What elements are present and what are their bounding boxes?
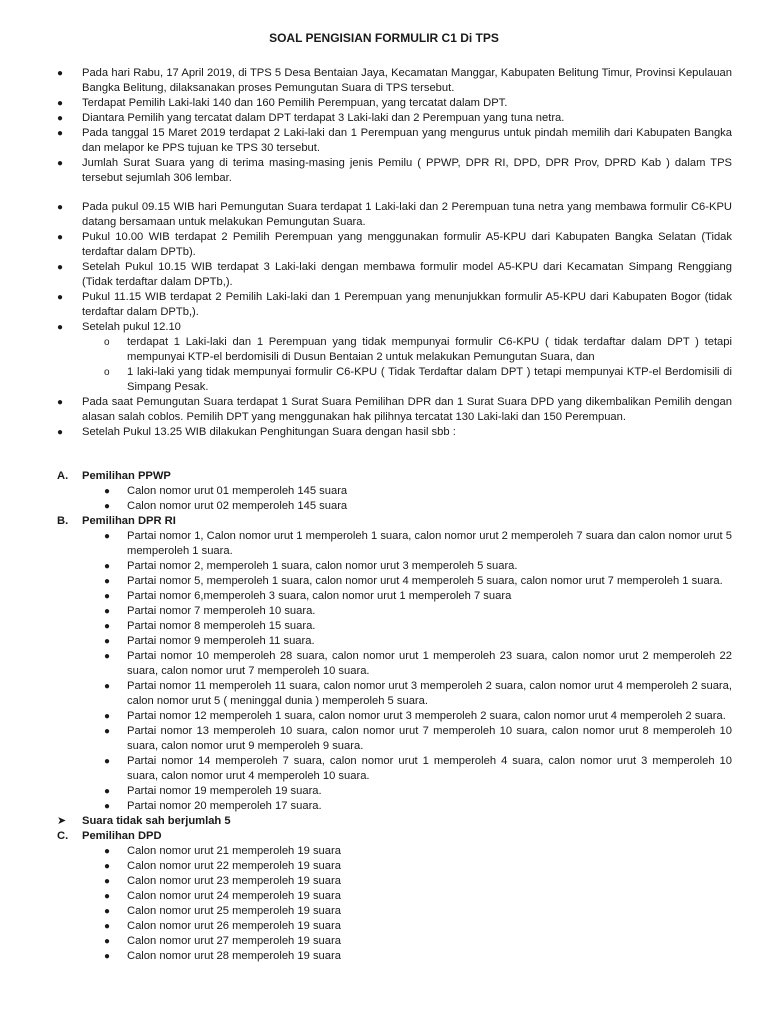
intro-list bbox=[0, 66, 768, 186]
list-item: ● Partai nomor 7 memperoleh 10 suara. bbox=[104, 605, 316, 617]
bullet-icon: ● bbox=[104, 501, 111, 512]
list-item: ● Partai nomor 5, memperoleh 1 suara, calon nomor urut 4 memperoleh 5 suara, calon nomor urut 7 memperoleh 1 suara. bbox=[104, 575, 723, 587]
list-item: ● Calon nomor urut 01 memperoleh 145 suara bbox=[104, 485, 348, 497]
bullet-icon: ● bbox=[57, 397, 64, 408]
bullet-icon: ● bbox=[104, 636, 111, 647]
list-item: ● Partai nomor 10 memperoleh 28 suara, calon nomor urut 1 memperoleh 23 suara, calon nomor urut 2 memperoleh 22 suara, calon nomor urut 7 memperoleh 10 suara. bbox=[104, 650, 732, 677]
list-item: ● Partai nomor 8 memperoleh 15 suara. bbox=[104, 620, 316, 632]
circle-bullet-icon: o bbox=[104, 367, 110, 378]
list-item: ● Terdapat Pemilih Laki-laki 140 dan 160 Pemilih Perempuan, yang tercatat dalam DPT. bbox=[57, 97, 508, 109]
list-item: ● Pukul 10.00 WIB terdapat 2 Pemilih Perempuan yang menggunakan formulir A5-KPU dari Kabupaten Bangka Selatan (Tidak terdaftar dalam DPTb). bbox=[57, 231, 732, 258]
bullet-icon: ● bbox=[104, 606, 111, 617]
bullet-icon: ● bbox=[104, 711, 111, 722]
bullet-icon: ● bbox=[104, 786, 111, 797]
list-item: ● Pada hari Rabu, 17 April 2019, di TPS 5 Desa Bentaian Jaya, Kecamatan Manggar, Kabupaten Belitung Timur, Provinsi Kepulauan Bangka Belitung, dilaksanakan proses Pemungutan Suara di TPS tersebut. bbox=[57, 67, 732, 94]
list-item: ● Calon nomor urut 23 memperoleh 19 suara bbox=[104, 875, 341, 887]
list-item: ● Calon nomor urut 22 memperoleh 19 suara bbox=[104, 860, 341, 872]
list-item: ● Partai nomor 13 memperoleh 10 suara, calon nomor urut 7 memperoleh 10 suara, calon nomor urut 8 memperoleh 10 suara, calon nomor urut 9 memperoleh 9 suara. bbox=[104, 725, 732, 752]
document-title: SOAL PENGISIAN FORMULIR C1 Di TPS bbox=[269, 31, 499, 45]
bullet-icon: ● bbox=[104, 846, 111, 857]
list-item: ● Calon nomor urut 25 memperoleh 19 suara bbox=[104, 905, 341, 917]
list-item: ● Calon nomor urut 21 memperoleh 19 suara bbox=[104, 845, 341, 857]
results-section bbox=[0, 469, 768, 964]
list-item: ● Jumlah Surat Suara yang di terima masing-masing jenis Pemilu ( PPWP, DPR RI, DPD, DPR Prov, DPRD Kab ) dalam TPS tersebut sejumlah 306 lembar. bbox=[57, 157, 732, 184]
bullet-icon: ● bbox=[104, 756, 111, 767]
bullet-icon: ● bbox=[57, 322, 64, 333]
list-item: ● Partai nomor 14 memperoleh 7 suara, calon nomor urut 1 memperoleh 4 suara, calon nomor urut 3 memperoleh 10 suara, calon nomor urut 4 memperoleh 10 suara. bbox=[104, 755, 732, 782]
list-item: ● Partai nomor 20 memperoleh 17 suara. bbox=[104, 800, 322, 812]
list-item: ● Partai nomor 9 memperoleh 11 suara. bbox=[104, 635, 315, 647]
list-item: ● Setelah pukul 12.10 bbox=[57, 321, 181, 333]
list-item: ● Partai nomor 2, memperoleh 1 suara, calon nomor urut 3 memperoleh 5 suara. bbox=[104, 560, 518, 572]
bullet-icon: ● bbox=[104, 951, 111, 962]
events-list bbox=[0, 200, 768, 440]
list-item: ● Setelah Pukul 10.15 WIB terdapat 3 Laki-laki dengan membawa formulir model A5-KPU dari Kecamatan Simpang Renggiang (Tidak terdaftar dalam DPTb,). bbox=[57, 261, 732, 288]
bullet-icon: ● bbox=[104, 621, 111, 632]
bullet-icon: ● bbox=[104, 591, 111, 602]
bullet-icon: ● bbox=[104, 726, 111, 737]
list-item: ● Pada saat Pemungutan Suara terdapat 1 Surat Suara Pemilihan DPR dan 1 Surat Suara DPD yang dikembalikan Pemilih dengan alasan salah coblos. Pemilih DPT yang menggunakan hak pilihnya tercatat 130 Laki-laki dan 150 Perempuan. bbox=[57, 396, 732, 423]
bullet-icon: ● bbox=[104, 861, 111, 872]
bullet-icon: ● bbox=[57, 232, 64, 243]
bullet-icon: ● bbox=[57, 427, 64, 438]
list-item: ● Calon nomor urut 02 memperoleh 145 suara bbox=[104, 500, 348, 512]
list-item: ● Pukul 11.15 WIB terdapat 2 Pemilih Laki-laki dan 1 Perempuan yang menunjukkan formulir A5-KPU dari Kabupaten Bogor (tidak terdaftar dalam DPTb,). bbox=[57, 291, 732, 318]
bullet-icon: ● bbox=[104, 876, 111, 887]
list-item: ● Partai nomor 1, Calon nomor urut 1 memperoleh 1 suara, calon nomor urut 2 memperoleh 7 suara dan calon nomor urut 5 memperoleh 1 suara. bbox=[104, 530, 732, 557]
bullet-icon: ● bbox=[104, 576, 111, 587]
bullet-icon: ● bbox=[57, 292, 64, 303]
list-item: ● Setelah Pukul 13.25 WIB dilakukan Penghitungan Suara dengan hasil sbb : bbox=[57, 426, 456, 438]
list-item: ● Diantara Pemilih yang tercatat dalam DPT terdapat 3 Laki-laki dan 2 Perempuan yang tuna netra. bbox=[57, 112, 565, 124]
list-item: ● Calon nomor urut 24 memperoleh 19 suara bbox=[104, 890, 341, 902]
sub-list-item: o terdapat 1 Laki-laki dan 1 Perempuan yang tidak mempunyai formulir C6-KPU ( tidak terdaftar dalam DPT ) tetapi mempunyai KTP-el berdomisili di Dusun Bentaian 2 untuk melakukan Pemungutan Suara, dan bbox=[104, 336, 732, 363]
list-item: ● Calon nomor urut 26 memperoleh 19 suara bbox=[104, 920, 341, 932]
bullet-icon: ● bbox=[104, 921, 111, 932]
list-item: ● Calon nomor urut 28 memperoleh 19 suara bbox=[104, 950, 341, 962]
list-item: ● Pada tanggal 15 Maret 2019 terdapat 2 Laki-laki dan 1 Perempuan yang mengurus untuk pindah memilih dari Kabupaten Bangka dan melapor ke PPS tujuan ke TPS 30 tersebut. bbox=[57, 127, 732, 154]
list-item: ● Partai nomor 11 memperoleh 11 suara, calon nomor urut 3 memperoleh 2 suara, calon nomor urut 4 memperoleh 2 suara, calon nomor urut 5 ( meninggal dunia ) memperoleh 5 suara. bbox=[104, 680, 732, 707]
section-heading-dpd: C. Pemilihan DPD bbox=[57, 830, 162, 842]
list-item: ● Partai nomor 19 memperoleh 19 suara. bbox=[104, 785, 322, 797]
list-item: ● Partai nomor 6,memperoleh 3 suara, calon nomor urut 1 memperoleh 7 suara bbox=[104, 590, 512, 602]
bullet-icon: ● bbox=[104, 891, 111, 902]
section-heading-ppwp: A. Pemilihan PPWP bbox=[57, 470, 171, 482]
bullet-icon: ● bbox=[57, 68, 64, 79]
circle-bullet-icon: o bbox=[104, 337, 110, 348]
bullet-icon: ● bbox=[57, 113, 64, 124]
bullet-icon: ● bbox=[104, 531, 111, 542]
list-item: ● Pada pukul 09.15 WIB hari Pemungutan Suara terdapat 1 Laki-laki dan 2 Perempuan tuna netra yang membawa formulir C6-KPU datang bersamaan untuk melakukan Pemungutan Suara. bbox=[57, 201, 732, 228]
bullet-icon: ● bbox=[104, 936, 111, 947]
bullet-icon: ● bbox=[57, 202, 64, 213]
arrow-bullet-icon: ➤ bbox=[57, 815, 67, 827]
bullet-icon: ● bbox=[57, 128, 64, 139]
invalid-votes-line: ➤ Suara tidak sah berjumlah 5 bbox=[57, 815, 231, 827]
bullet-icon: ● bbox=[104, 651, 111, 662]
bullet-icon: ● bbox=[104, 486, 111, 497]
bullet-icon: ● bbox=[104, 801, 111, 812]
list-item: ● Calon nomor urut 27 memperoleh 19 suara bbox=[104, 935, 341, 947]
bullet-icon: ● bbox=[104, 681, 111, 692]
bullet-icon: ● bbox=[104, 906, 111, 917]
sub-list-item: o 1 laki-laki yang tidak mempunyai formulir C6-KPU ( Tidak Terdaftar dalam DPT ) tetapi mempunyai KTP-el Berdomisili di Simpang Pesak. bbox=[104, 366, 732, 393]
bullet-icon: ● bbox=[57, 158, 64, 169]
bullet-icon: ● bbox=[57, 98, 64, 109]
bullet-icon: ● bbox=[104, 561, 111, 572]
section-heading-dpr-ri: B. Pemilihan DPR RI bbox=[57, 515, 176, 527]
bullet-icon: ● bbox=[57, 262, 64, 273]
list-item: ● Partai nomor 12 memperoleh 1 suara, calon nomor urut 3 memperoleh 2 suara, calon nomor urut 4 memperoleh 2 suara. bbox=[104, 710, 726, 722]
